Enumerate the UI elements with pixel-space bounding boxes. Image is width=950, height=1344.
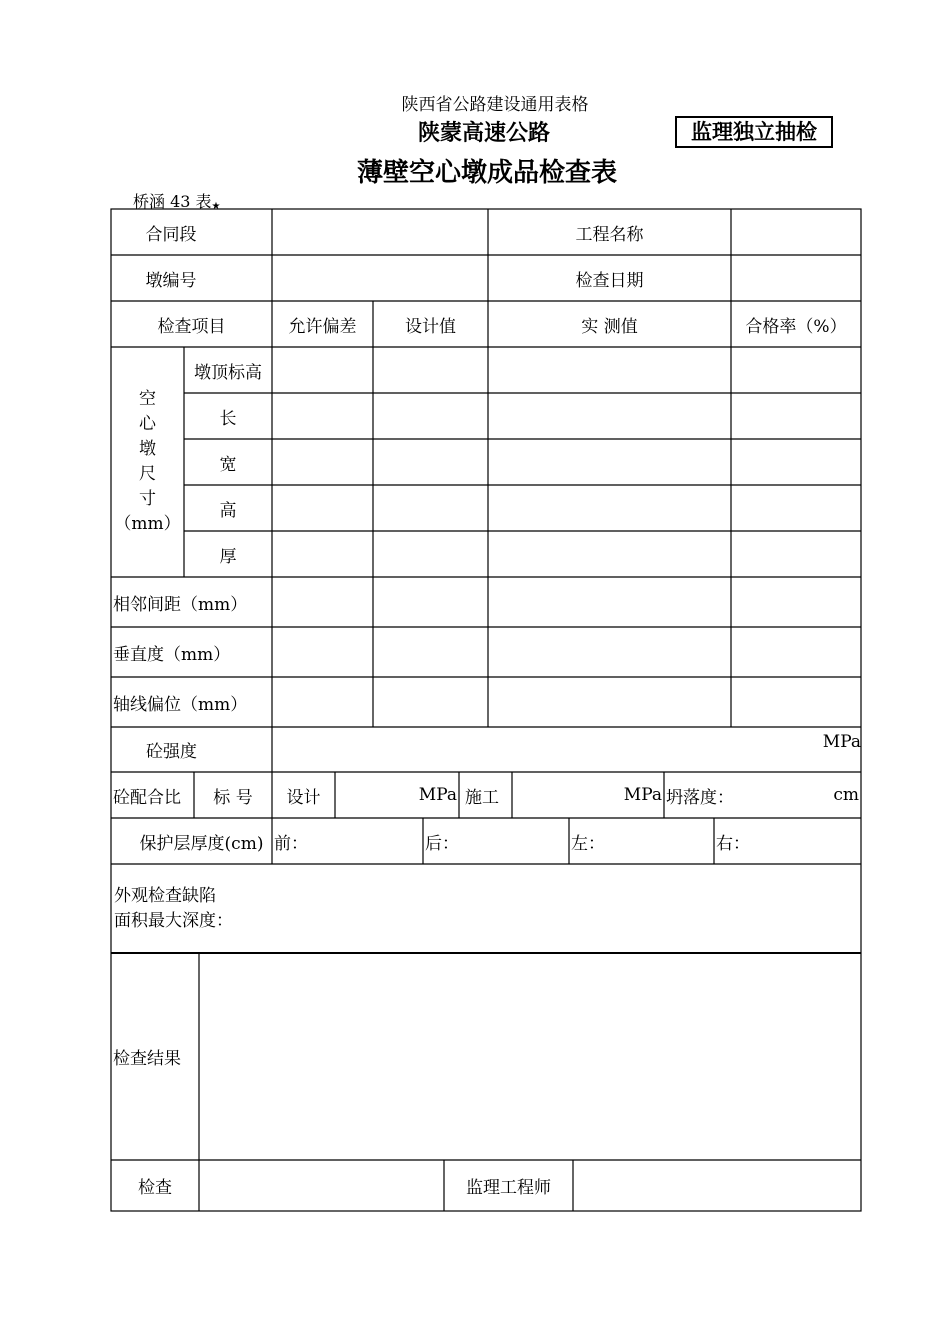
group-label-char: 空 <box>139 389 156 409</box>
supervising-engineer-label: 监理工程师 <box>466 1178 551 1198</box>
cover-back-field[interactable] <box>423 818 569 864</box>
column-header-item: 检查项目 <box>157 316 226 337</box>
star-icon: ★ <box>211 201 221 212</box>
mix-ratio-label: 砼配合比 <box>113 787 181 808</box>
road-name: 陕蒙高速公路 <box>418 121 551 146</box>
pier-number-field[interactable] <box>272 255 488 301</box>
construction-label: 施工 <box>465 787 499 808</box>
cover-back-label: 后： <box>425 833 459 854</box>
concrete-strength-field[interactable] <box>272 727 861 772</box>
column-header-design: 设计值 <box>405 316 456 337</box>
cover-left-field[interactable] <box>569 818 714 864</box>
verticality-label: 垂直度（mm） <box>113 644 231 665</box>
group-label-char: 寸 <box>139 489 156 509</box>
cover-right-label: 右： <box>716 833 750 854</box>
inspector-signature-field[interactable] <box>199 1160 444 1211</box>
design-label: 设计 <box>286 787 321 808</box>
inspection-result-label: 检查结果 <box>113 1049 181 1069</box>
project-name-label: 工程名称 <box>575 224 644 245</box>
construction-mpa-field[interactable] <box>512 772 664 818</box>
group-label-char: 尺 <box>139 464 156 484</box>
dim-item-height: 高 <box>219 500 237 521</box>
slump-field[interactable] <box>764 772 861 818</box>
design-mpa-unit: MPa <box>418 785 457 805</box>
pier-number-label: 墩编号 <box>145 270 197 291</box>
group-label-char: 墩 <box>139 439 156 459</box>
slump-unit: cm <box>833 785 859 805</box>
hollow-pier-dimension-group-label <box>111 347 184 577</box>
contract-section-field[interactable] <box>272 209 488 255</box>
construction-mpa-unit: MPa <box>623 785 662 805</box>
axis-offset-label: 轴线偏位（mm） <box>113 694 248 715</box>
concrete-strength-label: 砼强度 <box>146 742 197 762</box>
inspection-date-field[interactable] <box>731 255 861 301</box>
defect-depth-label: 面积最大深度： <box>114 910 233 931</box>
form-title: 薄壁空心墩成品检查表 <box>357 158 618 188</box>
design-mpa-field[interactable] <box>335 772 459 818</box>
group-label-char: 心 <box>139 414 156 434</box>
cover-thickness-label: 保护层厚度(cm) <box>139 833 264 854</box>
form-series-title: 陕西省公路建设通用表格 <box>401 95 589 115</box>
cover-right-field[interactable] <box>714 818 861 864</box>
cover-front-label: 前： <box>274 833 308 854</box>
dim-item-length: 长 <box>219 408 237 429</box>
project-name-field[interactable] <box>731 209 861 255</box>
cover-front-field[interactable] <box>272 818 423 864</box>
column-header-measured: 实 测值 <box>581 316 638 337</box>
mark-number-label: 标 号 <box>213 787 253 808</box>
group-label-unit: （mm） <box>114 514 181 534</box>
cover-left-label: 左： <box>571 833 605 854</box>
form-number-text: 桥涵 43 表 <box>133 192 212 211</box>
column-header-pass-rate: 合格率（%） <box>745 316 847 337</box>
dim-item-top-elevation: 墩顶标高 <box>194 362 262 383</box>
supervising-engineer-signature-field[interactable] <box>573 1160 861 1211</box>
dim-item-width: 宽 <box>219 454 237 475</box>
inspector-label: 检查 <box>138 1178 172 1198</box>
appearance-defects-field[interactable] <box>111 864 861 953</box>
contract-section-label: 合同段 <box>145 224 197 245</box>
adjacent-spacing-label: 相邻间距（mm） <box>113 594 248 615</box>
dim-item-thickness: 厚 <box>219 546 237 567</box>
inspection-result-field[interactable] <box>199 953 861 1160</box>
inspection-date-label: 检查日期 <box>575 270 644 291</box>
inspection-type-badge: 监理独立抽检 <box>675 116 833 148</box>
strength-unit: MPa <box>822 732 861 752</box>
column-header-tolerance: 允许偏差 <box>288 316 357 337</box>
appearance-defects-label: 外观检查缺陷 <box>114 885 216 906</box>
slump-label: 坍落度： <box>666 787 734 808</box>
